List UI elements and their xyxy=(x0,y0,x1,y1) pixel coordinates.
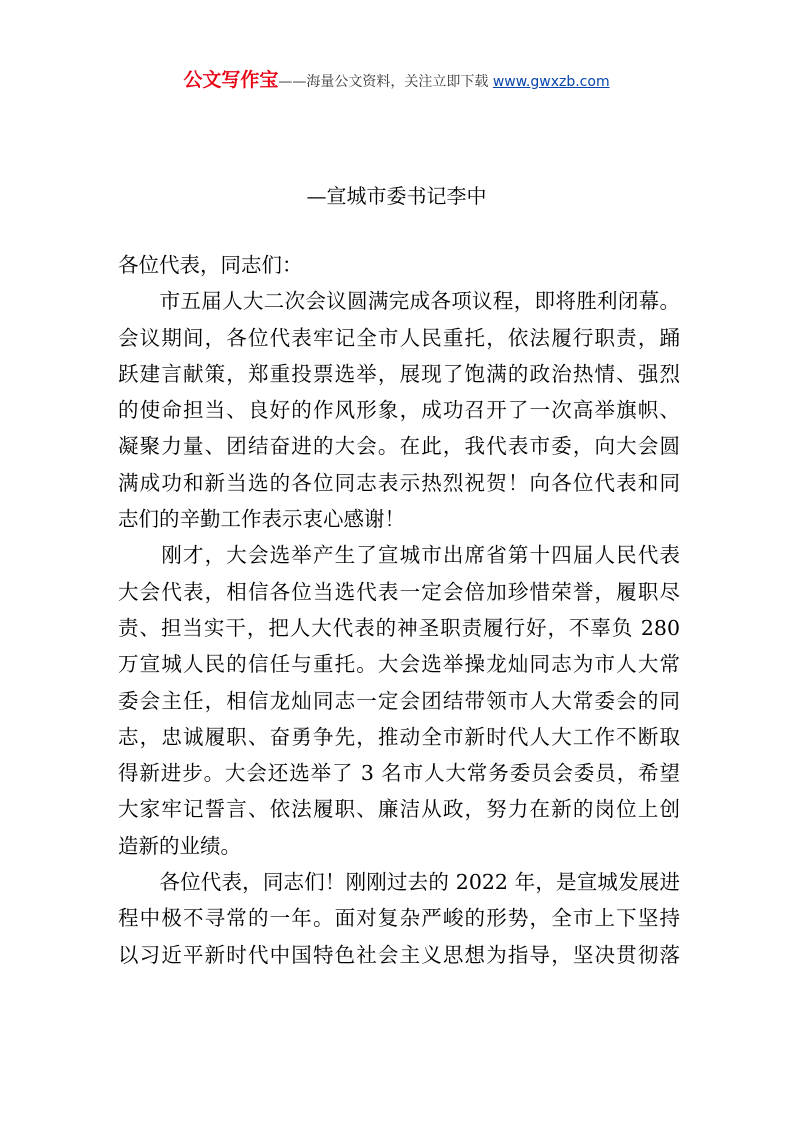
text-line: 满成功和新当选的各位同志表示热烈祝贺！向各位代表和同 xyxy=(118,470,680,495)
paragraph-2 xyxy=(118,537,680,864)
text-line: 凝聚力量、团结奋进的大会。在此，我代表市委，向大会圆 xyxy=(118,434,680,459)
speech-subtitle: —宣城市委书记李中 xyxy=(306,184,487,208)
text-line: 志，忠诚履职、奋勇争先，推动全市新时代人大工作不断取 xyxy=(118,724,680,749)
text-line: 志们的辛勤工作表示衷心感谢！ xyxy=(118,507,405,532)
paragraph-3 xyxy=(118,864,680,973)
text-line: 跃建言献策，郑重投票选举，展现了饱满的政治热情、强烈 xyxy=(118,361,680,386)
text-line: 刚才，大会选举产生了宣城市出席省第十四届人民代表 xyxy=(118,543,680,568)
text-line: 得新进步。大会还选举了 3 名市人大常务委员会委员，希望 xyxy=(118,761,680,786)
paragraph-1 xyxy=(118,283,680,537)
website-link[interactable]: www.gwxzb.com xyxy=(492,74,610,90)
text-line: 的使命担当、良好的作风形象，成功召开了一次高举旗帜、 xyxy=(118,398,680,423)
text-line: 大会代表，相信各位当选代表一定会倍加珍惜荣誉，履职尽 xyxy=(118,579,680,604)
text-line: 委会主任，相信龙灿同志一定会团结带领市人大常委会的同 xyxy=(118,688,680,713)
header-dash: —— xyxy=(278,74,307,90)
header-tagline: 海量公文资料，关注立即下载 xyxy=(306,74,493,90)
greeting-line: 各位代表，同志们： xyxy=(118,253,303,277)
text-line: 大家牢记誓言、依法履职、廉洁从政，努力在新的岗位上创 xyxy=(118,797,680,822)
speech-body xyxy=(118,247,680,973)
text-line: 以习近平新时代中国特色社会主义思想为指导，坚决贯彻落 xyxy=(118,942,680,967)
greeting xyxy=(118,247,680,283)
text-line: 会议期间，各位代表牢记全市人民重托，依法履行职责，踊 xyxy=(118,325,680,350)
text-line: 程中极不寻常的一年。面对复杂严峻的形势，全市上下坚持 xyxy=(118,906,680,931)
text-line: 各位代表，同志们！刚刚过去的 2022 年，是宣城发展进 xyxy=(118,870,680,895)
text-line: 市五届人大二次会议圆满完成各项议程，即将胜利闭幕。 xyxy=(118,289,680,314)
brand-name: 公文写作宝 xyxy=(183,69,279,91)
text-line: 责、担当实干，把人大代表的神圣职责履行好，不辜负 280 xyxy=(118,615,680,640)
page-header xyxy=(0,70,793,92)
text-line: 万宣城人民的信任与重托。大会选举操龙灿同志为市人大常 xyxy=(118,652,680,677)
text-line: 造新的业绩。 xyxy=(118,833,241,858)
